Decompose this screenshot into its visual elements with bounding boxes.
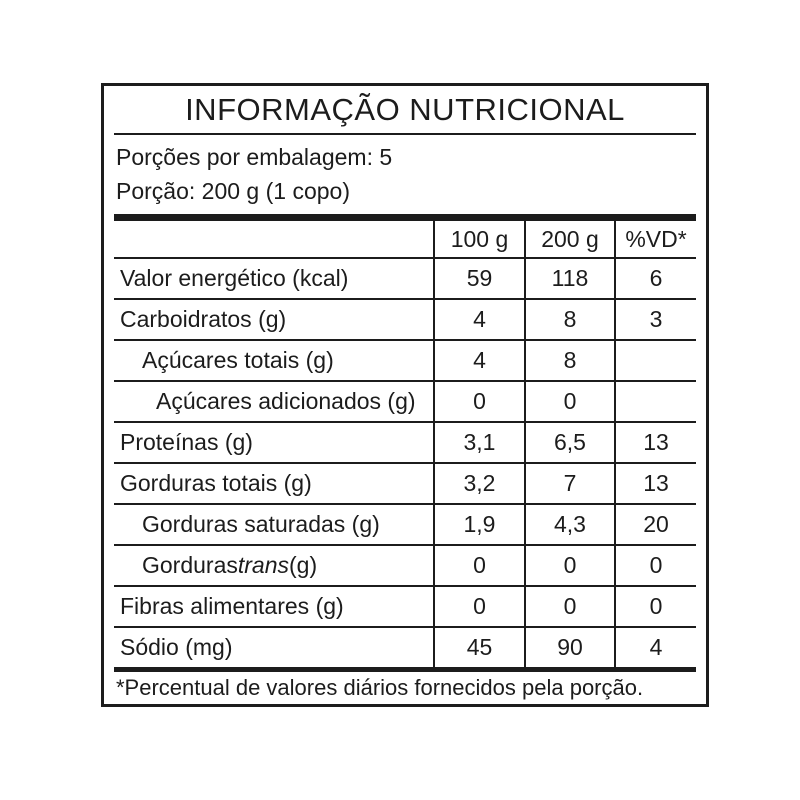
nutrition-table [114, 221, 696, 667]
value-100g: 4 [433, 300, 524, 339]
value-dv [614, 382, 696, 421]
value-100g: 45 [433, 628, 524, 667]
value-100g: 0 [433, 587, 524, 626]
value-dv: 13 [614, 423, 696, 462]
nutrient-label: Gorduras saturadas (g) [142, 511, 380, 537]
divider-thick [114, 214, 696, 221]
daily-value-footnote: *Percentual de valores diários fornecidos pela porção. [116, 675, 644, 700]
label-prefix: Gorduras [142, 552, 238, 578]
nutrient-label: Carboidratos (g) [120, 306, 287, 332]
value-dv: 4 [614, 628, 696, 667]
value-100g: 59 [433, 259, 524, 298]
value-100g: 1,9 [433, 505, 524, 544]
nutrient-label: Fibras alimentares (g) [120, 593, 344, 619]
nutrient-label: Açúcares totais (g) [142, 347, 334, 373]
table-row-trans-fat [114, 546, 696, 587]
table-header-row [114, 221, 696, 259]
value-200g: 0 [524, 587, 614, 626]
header-daily-value: %VD* [614, 221, 696, 257]
nutrition-facts-panel [101, 83, 709, 707]
value-200g: 118 [524, 259, 614, 298]
table-row-added-sugars [114, 382, 696, 423]
value-100g: 0 [433, 546, 524, 585]
nutrient-label: Proteínas (g) [120, 429, 253, 455]
value-200g: 0 [524, 546, 614, 585]
value-200g: 7 [524, 464, 614, 503]
value-dv: 6 [614, 259, 696, 298]
value-200g: 8 [524, 300, 614, 339]
table-row-fiber [114, 587, 696, 628]
label-suffix: (g) [289, 552, 318, 578]
value-100g: 3,2 [433, 464, 524, 503]
value-100g: 3,1 [433, 423, 524, 462]
serving-info [114, 135, 696, 214]
value-200g: 8 [524, 341, 614, 380]
value-100g: 0 [433, 382, 524, 421]
value-200g: 6,5 [524, 423, 614, 462]
header-spacer [114, 221, 433, 257]
value-dv: 20 [614, 505, 696, 544]
header-per-100g: 100 g [433, 221, 524, 257]
value-dv: 13 [614, 464, 696, 503]
table-row-total-fat [114, 464, 696, 505]
table-row-energy [114, 259, 696, 300]
nutrient-label: Gorduras totais (g) [120, 470, 312, 496]
label-trans-italic: trans [237, 552, 290, 578]
panel-title: INFORMAÇÃO NUTRICIONAL [114, 86, 696, 135]
value-200g: 4,3 [524, 505, 614, 544]
value-100g: 4 [433, 341, 524, 380]
value-dv: 3 [614, 300, 696, 339]
nutrient-label: Açúcares adicionados (g) [156, 388, 416, 414]
table-row-saturated-fat [114, 505, 696, 546]
value-dv [614, 341, 696, 380]
table-row-protein [114, 423, 696, 464]
value-dv: 0 [614, 546, 696, 585]
value-200g: 90 [524, 628, 614, 667]
header-per-200g: 200 g [524, 221, 614, 257]
serving-size: Porção: 200 g (1 copo) [116, 178, 350, 204]
value-200g: 0 [524, 382, 614, 421]
table-row-carbs [114, 300, 696, 341]
value-dv: 0 [614, 587, 696, 626]
table-row-total-sugars [114, 341, 696, 382]
table-row-sodium [114, 628, 696, 667]
nutrient-label: Sódio (mg) [120, 634, 233, 660]
nutrient-label [114, 546, 433, 585]
nutrient-label: Valor energético (kcal) [120, 265, 349, 291]
servings-per-package: Porções por embalagem: 5 [116, 144, 393, 170]
